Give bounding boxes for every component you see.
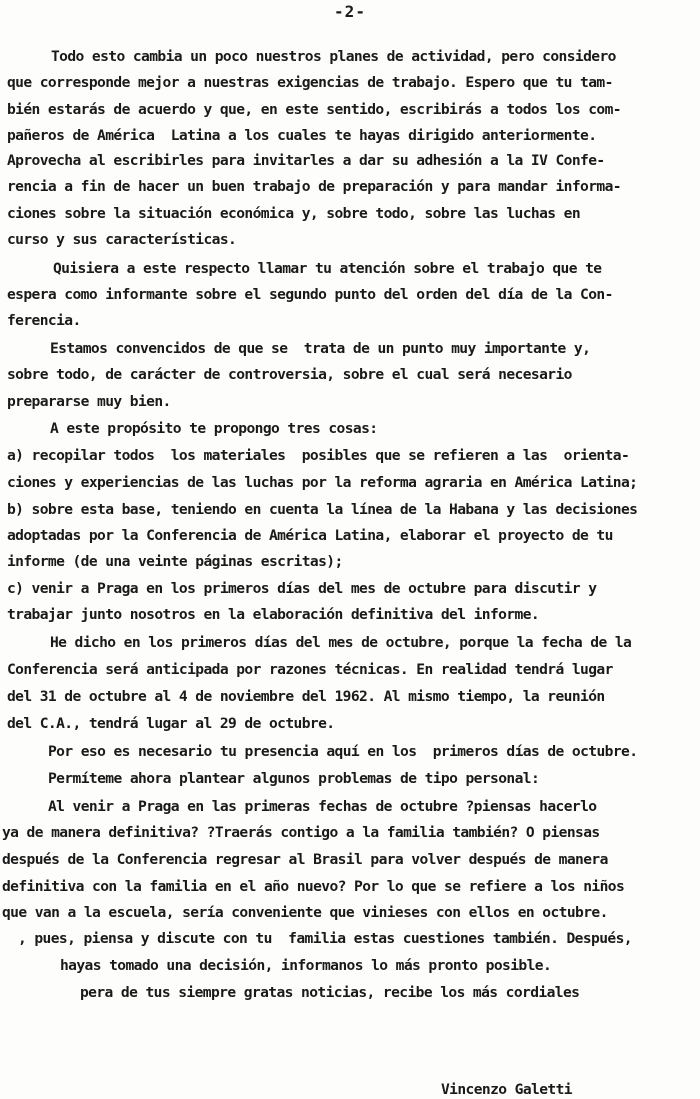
text-line: pera de tus siempre gratas noticias, recibe los más cordiales [80,984,580,1001]
text-line: ferencia. [7,312,81,329]
text-line: después de la Conferencia regresar al Brasil para volver después de manera [2,851,608,868]
text-line: Estamos convencidos de que se trata de un punto muy importante y, [50,340,591,357]
text-line: que corresponde mejor a nuestras exigencias de trabajo. Espero que tu tam- [7,74,613,91]
text-line: c) venir a Praga en los primeros días del mes de octubre para discutir y [7,580,597,597]
text-line: Quisiera a este respecto llamar tu atención sobre el trabajo que te [53,260,602,277]
text-line: trabajar junto nosotros en la elaboración definitiva del informe. [7,606,540,623]
text-line: He dicho en los primeros días del mes de octubre, porque la fecha de la [50,634,632,651]
text-line: prepararse muy bien. [7,393,171,410]
text-line: pañeros de América Latina a los cuales te hayas dirigido anteriormente. [7,127,597,144]
text-line: ya de manera definitiva? ?Traerás contigo a la familia también? O piensas [2,824,600,841]
text-line: Conferencia será anticipada por razones técnicas. En realidad tendrá lugar [7,661,613,678]
text-line: Permíteme ahora plantear algunos problemas de tipo personal: [48,770,540,787]
text-line: curso y sus características. [7,231,237,248]
text-line: definitiva con la familia en el año nuevo? Por lo que se refiere a los niños [2,878,625,895]
signature: Vincenzo Galetti [441,1081,572,1098]
text-line: que van a la escuela, sería conveniente que vinieses con ellos en octubre. [2,904,608,921]
text-line: b) sobre esta base, teniendo en cuenta la línea de la Habana y las decisiones [7,501,638,518]
text-line: Al venir a Praga en las primeras fechas de octubre ?piensas hacerlo [48,798,597,815]
text-line: Aprovecha al escribirles para invitarles a dar su adhesión a la IV Confe- [7,152,605,169]
text-line: sobre todo, de carácter de controversia, sobre el cual será necesario [7,366,572,383]
text-line: adoptadas por la Conferencia de América Latina, elaborar el proyecto de tu [7,527,613,544]
text-line: , pues, piensa y discute con tu familia estas cuestiones también. Después, [18,930,632,947]
text-line: espera como informante sobre el segundo punto del orden del día de la Con- [7,286,613,303]
text-line: A este propósito te propongo tres cosas: [50,420,378,437]
text-line: bién estarás de acuerdo y que, en este sentido, escribirás a todos los com- [7,101,621,118]
text-line: a) recopilar todos los materiales posibles que se refieren a las orienta- [7,447,630,464]
text-line: Todo esto cambia un poco nuestros planes de actividad, pero considero [51,48,616,65]
text-line: ciones y experiencias de las luchas por la reforma agraria en América Latina; [7,474,638,491]
page-number: -2- [334,2,366,21]
text-line: rencia a fin de hacer un buen trabajo de preparación y para mandar informa- [7,178,621,195]
text-line: del 31 de octubre al 4 de noviembre del 1962. Al mismo tiempo, la reunión [7,688,605,705]
text-line: Por eso es necesario tu presencia aquí en los primeros días de octubre. [48,743,638,760]
text-line: informe (de una veinte páginas escritas); [7,553,343,570]
text-line: hayas tomado una decisión, informanos lo más pronto posible. [60,957,552,974]
text-line: del C.A., tendrá lugar al 29 de octubre. [7,715,335,732]
text-line: ciones sobre la situación económica y, sobre todo, sobre las luchas en [7,205,581,222]
